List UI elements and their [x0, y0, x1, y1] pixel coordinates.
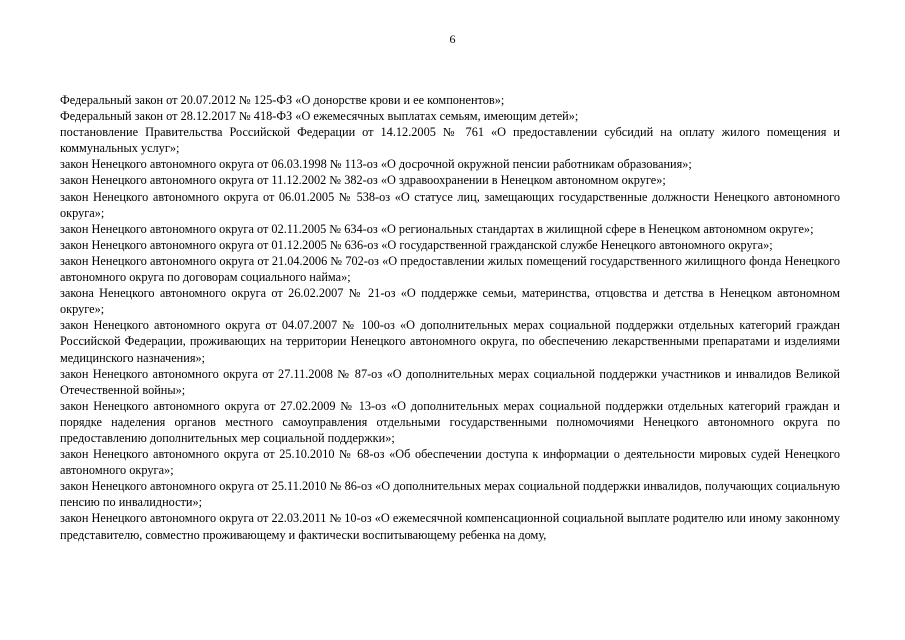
list-item: закон Ненецкого автономного округа от 04.07.2007 № 100-оз «О дополнительных мерах социальной поддержки отдельных категорий граждан Российской Федерации, проживающих на территории Ненецкого автономного округа, по обеспечению лекарственными препаратами и изделиями медицинского назначения»; [60, 318, 840, 365]
list-item: постановление Правительства Российской Федерации от 14.12.2005 № 761 «О предоставлении субсидий на оплату жилого помещения и коммунальных услуг»; [60, 125, 840, 156]
list-item: Федеральный закон от 28.12.2017 № 418-ФЗ «О ежемесячных выплатах семьям, имеющим детей»; [60, 109, 579, 124]
list-item: закон Ненецкого автономного округа от 22.03.2011 № 10-оз «О ежемесячной компенсационной социальной выплате родителю или иному законному представителю, совместно проживающему и фактически воспитывающему ребенка на дому, [60, 511, 840, 542]
list-item: закон Ненецкого автономного округа от 25.11.2010 № 86-оз «О дополнительных мерах социальной поддержки инвалидов, получающих социальную пенсию по инвалидности»; [60, 479, 840, 510]
list-item: закон Ненецкого автономного округа от 02.11.2005 № 634-оз «О региональных стандартах в жилищной сфере в Ненецком автономном округе»; [60, 221, 814, 236]
list-item: Федеральный закон от 20.07.2012 № 125-ФЗ «О донорстве крови и ее компонентов»; [60, 93, 505, 107]
document-body [60, 92, 840, 543]
list-item: закон Ненецкого автономного округа от 06.03.1998 № 113-оз «О досрочной окружной пенсии работникам образования»; [60, 157, 692, 172]
list-item: закон Ненецкого автономного округа от 27.11.2008 № 87-оз «О дополнительных мерах социальной поддержки участников и инвалидов Великой Отечественной войны»; [60, 366, 840, 397]
list-item: закон Ненецкого автономного округа от 27.02.2009 № 13-оз «О дополнительных мерах социальной поддержки отдельных категорий граждан и порядке наделения органов местного самоуправления отдельными государственными полномочиями Ненецкого автономного округа по предоставлению дополнительных мер социальной поддержки»; [60, 398, 840, 445]
list-item: закон Ненецкого автономного округа от 21.04.2006 № 702-оз «О предоставлении жилых помещений государственного жилищного фонда Ненецкого автономного округа по договорам социального найма»; [60, 253, 840, 285]
list-item: закон Ненецкого автономного округа от 06.01.2005 № 538-оз «О статусе лиц, замещающих государственные должности Ненецкого автономного округа»; [60, 189, 840, 220]
list-item: закон Ненецкого автономного округа от 01.12.2005 № 636-оз «О государственной гражданской службе Ненецкого автономного округа»; [60, 237, 773, 252]
page-number: 6 [449, 32, 456, 46]
list-item: закона Ненецкого автономного округа от 26.02.2007 № 21-оз «О поддержке семьи, материнства, отцовства и детства в Ненецком автономном округе»; [60, 286, 840, 317]
list-item: закон Ненецкого автономного округа от 11.12.2002 № 382-оз «О здравоохранении в Ненецком автономном округе»; [60, 173, 666, 188]
list-item: закон Ненецкого автономного округа от 25.10.2010 № 68-оз «Об обеспечении доступа к информации о деятельности мировых судей Ненецкого автономного округа»; [60, 447, 840, 478]
